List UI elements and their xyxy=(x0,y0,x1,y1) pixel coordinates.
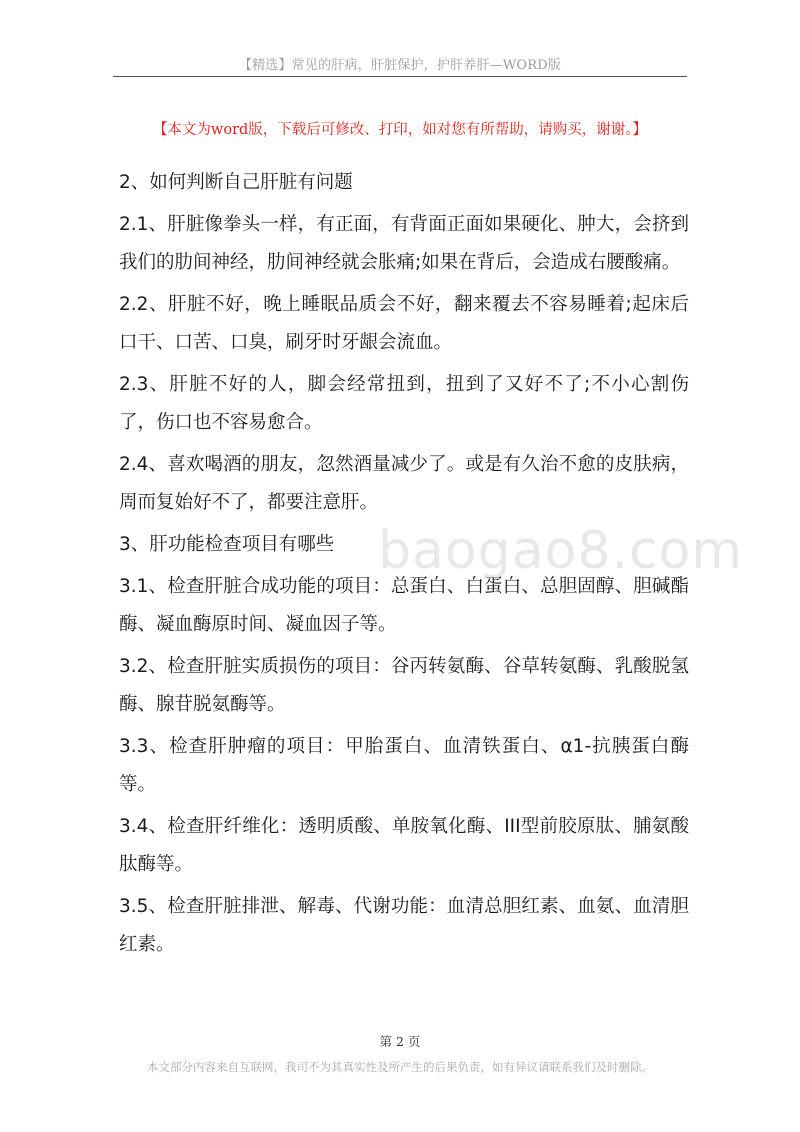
page-number: 第 2 页 xyxy=(379,1034,421,1049)
paragraph-2-1: 2.1、肝脏像拳头一样，有正面，有背面正面如果硬化、肿大，会挤到我们的肋间神经，肋间神经就会胀痛;如果在背后，会造成右腰酸痛。 xyxy=(119,214,689,273)
paragraph-3-1: 3.1、检查肝脏合成功能的项目：总蛋白、白蛋白、总胆固醇、胆碱酯酶、凝血酶原时间、凝血因子等。 xyxy=(119,576,689,635)
download-notice: 【本文为word版，下载后可修改、打印，如对您有所帮助，请购买，谢谢。】 xyxy=(152,122,648,138)
paragraph-3-5: 3.5、检查肝脏排泄、解毒、代谢功能：血清总胆红素、血氨、血清胆红素。 xyxy=(119,896,689,955)
header-divider xyxy=(113,76,687,77)
paragraph-2-4: 2.4、喜欢喝酒的朋友，忽然酒量减少了。或是有久治不愈的皮肤病，周而复始好不了，都要注意肝。 xyxy=(119,454,689,513)
document-body xyxy=(119,164,689,968)
section-heading-2: 2、如何判断自己肝脏有问题 xyxy=(119,172,353,193)
section-heading-3: 3、肝功能检查项目有哪些 xyxy=(119,534,335,555)
paragraph-2-3: 2.3、肝脏不好的人，脚会经常扭到，扭到了又好不了;不小心割伤了，伤口也不容易愈合。 xyxy=(119,374,689,433)
paragraph-3-4: 3.4、检查肝纤维化：透明质酸、单胺氧化酶、III型前胶原肽、脯氨酸肽酶等。 xyxy=(119,816,689,875)
page-header: 【精选】常见的肝病，肝脏保护，护肝养肝—WORD版 xyxy=(238,58,562,73)
paragraph-3-2: 3.2、检查肝脏实质损伤的项目：谷丙转氨酶、谷草转氨酶、乳酸脱氢酶、腺苷脱氨酶等。 xyxy=(119,656,689,715)
footer-disclaimer: 本文部分内容来自互联网，我司不为其真实性及所产生的后果负责，如有异议请联系我们及时删除。 xyxy=(147,1060,653,1074)
watermark: baogao8.com xyxy=(378,521,744,581)
paragraph-3-3: 3.3、检查肝肿瘤的项目：甲胎蛋白、血清铁蛋白、α1-抗胰蛋白酶等。 xyxy=(119,736,689,795)
paragraph-2-2: 2.2、肝脏不好，晚上睡眠品质会不好，翻来覆去不容易睡着;起床后口干、口苦、口臭，刷牙时牙龈会流血。 xyxy=(119,294,689,353)
